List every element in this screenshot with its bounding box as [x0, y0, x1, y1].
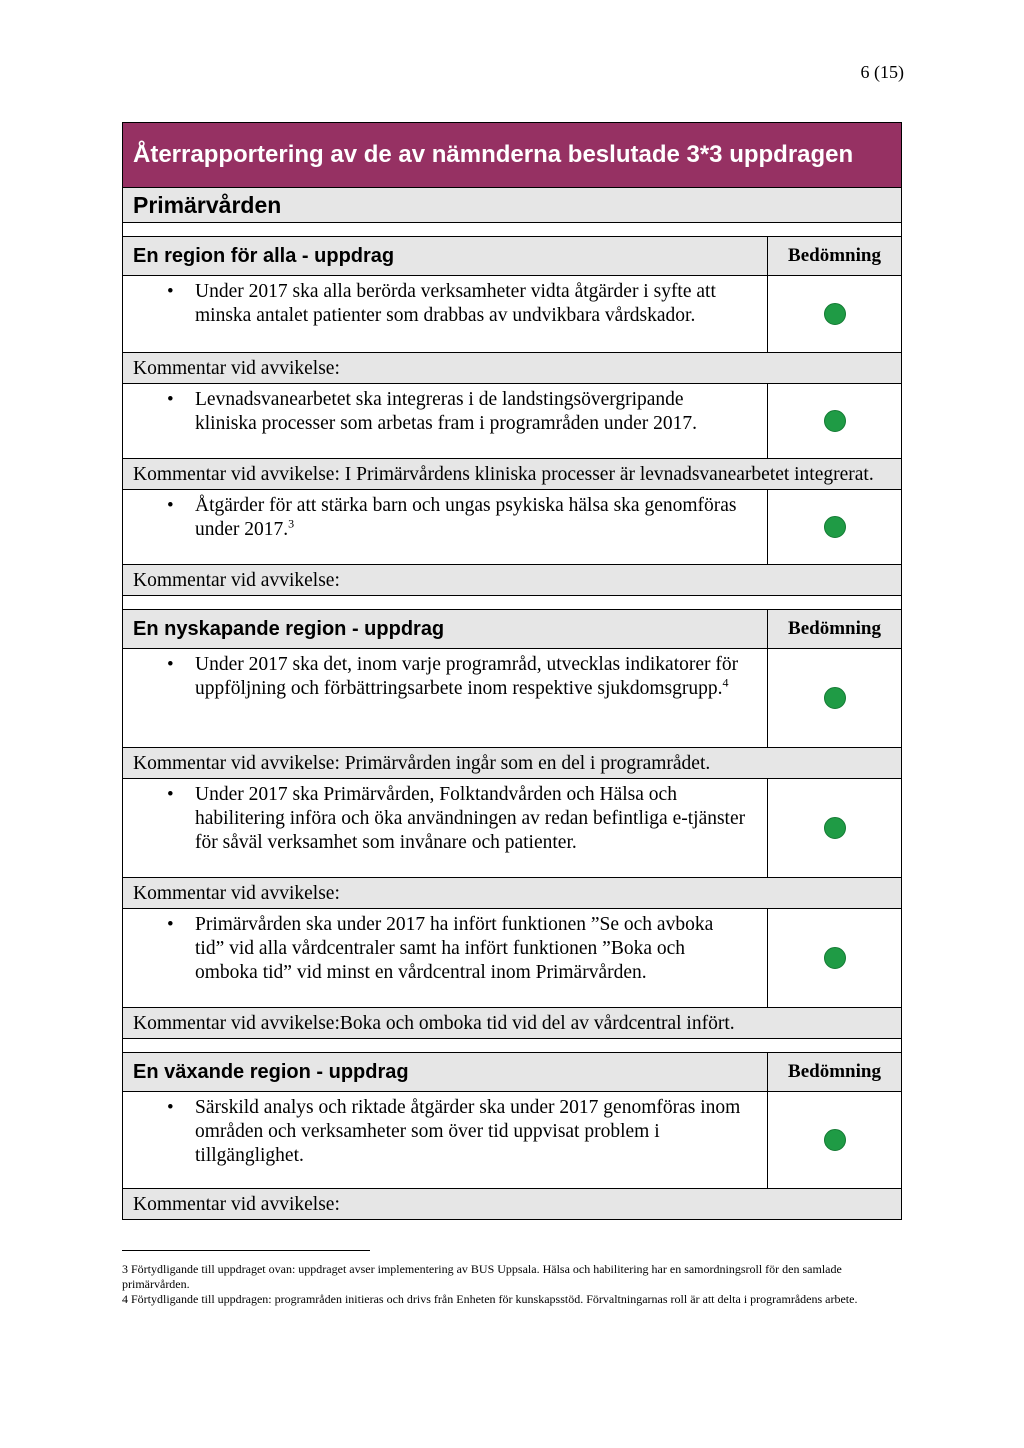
assignment-text: Särskild analys och riktade åtgärder ska under 2017 genomföras inom områden och verksamheter som över tid uppvisat problem i tillgänglighet.: [195, 1097, 741, 1166]
status-green-icon: [824, 947, 846, 969]
assignment-text: Primärvården ska under 2017 ha infört funktionen ”Se och avboka tid” vid alla vårdcentraler samt ha infört funktionen ”Boka och omboka tid” vid minst en vårdcentral inom Primärvården.: [195, 914, 714, 983]
assignment-row: [123, 909, 901, 1008]
assignment-text: Levnadsvanearbetet ska integreras i de landstingsövergripande kliniska processer som arbetas fram i programråden under 2017.: [195, 389, 697, 434]
assessment-cell: [768, 490, 901, 564]
assignment-row: [123, 384, 901, 459]
footnotes: [122, 1262, 902, 1307]
assignment-text: Under 2017 ska Primärvården, Folktandvården och Hälsa och habilitering införa och öka användningen av redan befintliga e-tjänster för såväl verksamhet som invånare och patienter.: [195, 784, 746, 853]
assessment-cell: [768, 909, 901, 1007]
section-spacer: [123, 596, 901, 610]
assessment-label: Bedömning: [788, 1061, 881, 1082]
bullet-icon: •: [167, 495, 174, 516]
assignment-text: Under 2017 ska alla berörda verksamheter vidta åtgärder i syfte att minska antalet patienter som drabbas av undvikbara vårdskador.: [195, 281, 716, 326]
bullet-icon: •: [167, 389, 174, 410]
status-green-icon: [824, 817, 846, 839]
assignment-row: [123, 276, 901, 353]
deviation-comment: Kommentar vid avvikelse:: [123, 878, 901, 909]
section-label: En nyskapande region - uppdrag: [123, 610, 768, 648]
assignment-cell: [123, 1092, 768, 1188]
section-header: [123, 1053, 901, 1092]
deviation-comment: Kommentar vid avvikelse:: [123, 1189, 901, 1219]
assessment-cell: [768, 779, 901, 877]
assignment-row: [123, 779, 901, 878]
footnote-separator: [122, 1250, 370, 1251]
deviation-comment: Kommentar vid avvikelse: Primärvården ingår som en del i programrådet.: [123, 748, 901, 779]
section-label: En region för alla - uppdrag: [123, 237, 768, 275]
assessment-label: Bedömning: [788, 245, 881, 266]
report-table: [122, 122, 902, 1220]
footnote-3: 3 Förtydligande till uppdraget ovan: uppdraget avser implementering av BUS Uppsala. Hälsa och habilitering har en samordningsroll för den samlade primärvården.: [122, 1262, 842, 1291]
footnote-ref: 3: [288, 516, 295, 531]
report-title: Återrapportering av de av nämnderna beslutade 3*3 uppdragen: [123, 123, 901, 188]
assignment-cell: [123, 909, 768, 1007]
sections-container: [123, 223, 901, 1219]
assignment-cell: [123, 384, 768, 458]
deviation-comment: Kommentar vid avvikelse: I Primärvårdens kliniska processer är levnadsvanearbetet integrerat.: [123, 459, 901, 490]
assignment-cell: [123, 276, 768, 352]
assignment-cell: [123, 490, 768, 564]
section-spacer: [123, 1039, 901, 1053]
status-green-icon: [824, 303, 846, 325]
report-subtitle: Primärvården: [123, 188, 901, 223]
assignment-row: [123, 1092, 901, 1189]
assignment-cell: [123, 779, 768, 877]
section-header: [123, 610, 901, 649]
assessment-label: Bedömning: [788, 618, 881, 639]
bullet-icon: •: [167, 281, 174, 302]
bullet-icon: •: [167, 914, 174, 935]
status-green-icon: [824, 687, 846, 709]
assessment-cell: [768, 384, 901, 458]
assignment-row: [123, 649, 901, 748]
footnote-ref: 4: [722, 675, 729, 690]
assessment-cell: [768, 276, 901, 352]
status-green-icon: [824, 516, 846, 538]
status-green-icon: [824, 410, 846, 432]
assignment-cell: [123, 649, 768, 747]
assessment-cell: [768, 649, 901, 747]
assignment-text: Under 2017 ska det, inom varje programråd, utvecklas indikatorer för uppföljning och förbättringsarbete inom respektive sjukdomsgrupp.: [195, 654, 739, 699]
assignment-row: [123, 490, 901, 565]
section-label: En växande region - uppdrag: [123, 1053, 768, 1091]
section-spacer: [123, 223, 901, 237]
status-green-icon: [824, 1129, 846, 1151]
section-header: [123, 237, 901, 276]
assessment-cell: [768, 1092, 901, 1188]
bullet-icon: •: [167, 654, 174, 675]
deviation-comment: Kommentar vid avvikelse:: [123, 565, 901, 596]
bullet-icon: •: [167, 1097, 174, 1118]
deviation-comment: Kommentar vid avvikelse:: [123, 353, 901, 384]
bullet-icon: •: [167, 784, 174, 805]
deviation-comment: Kommentar vid avvikelse:Boka och omboka tid vid del av vårdcentral infört.: [123, 1008, 901, 1039]
assignment-text: Åtgärder för att stärka barn och ungas psykiska hälsa ska genomföras under 2017.: [195, 495, 737, 540]
footnote-4: 4 Förtydligande till uppdragen: programråden initieras och drivs från Enheten för kunskapsstöd. Förvaltningarnas roll är att delta i programrådens arbete.: [122, 1292, 858, 1306]
page-number: 6 (15): [860, 62, 904, 82]
